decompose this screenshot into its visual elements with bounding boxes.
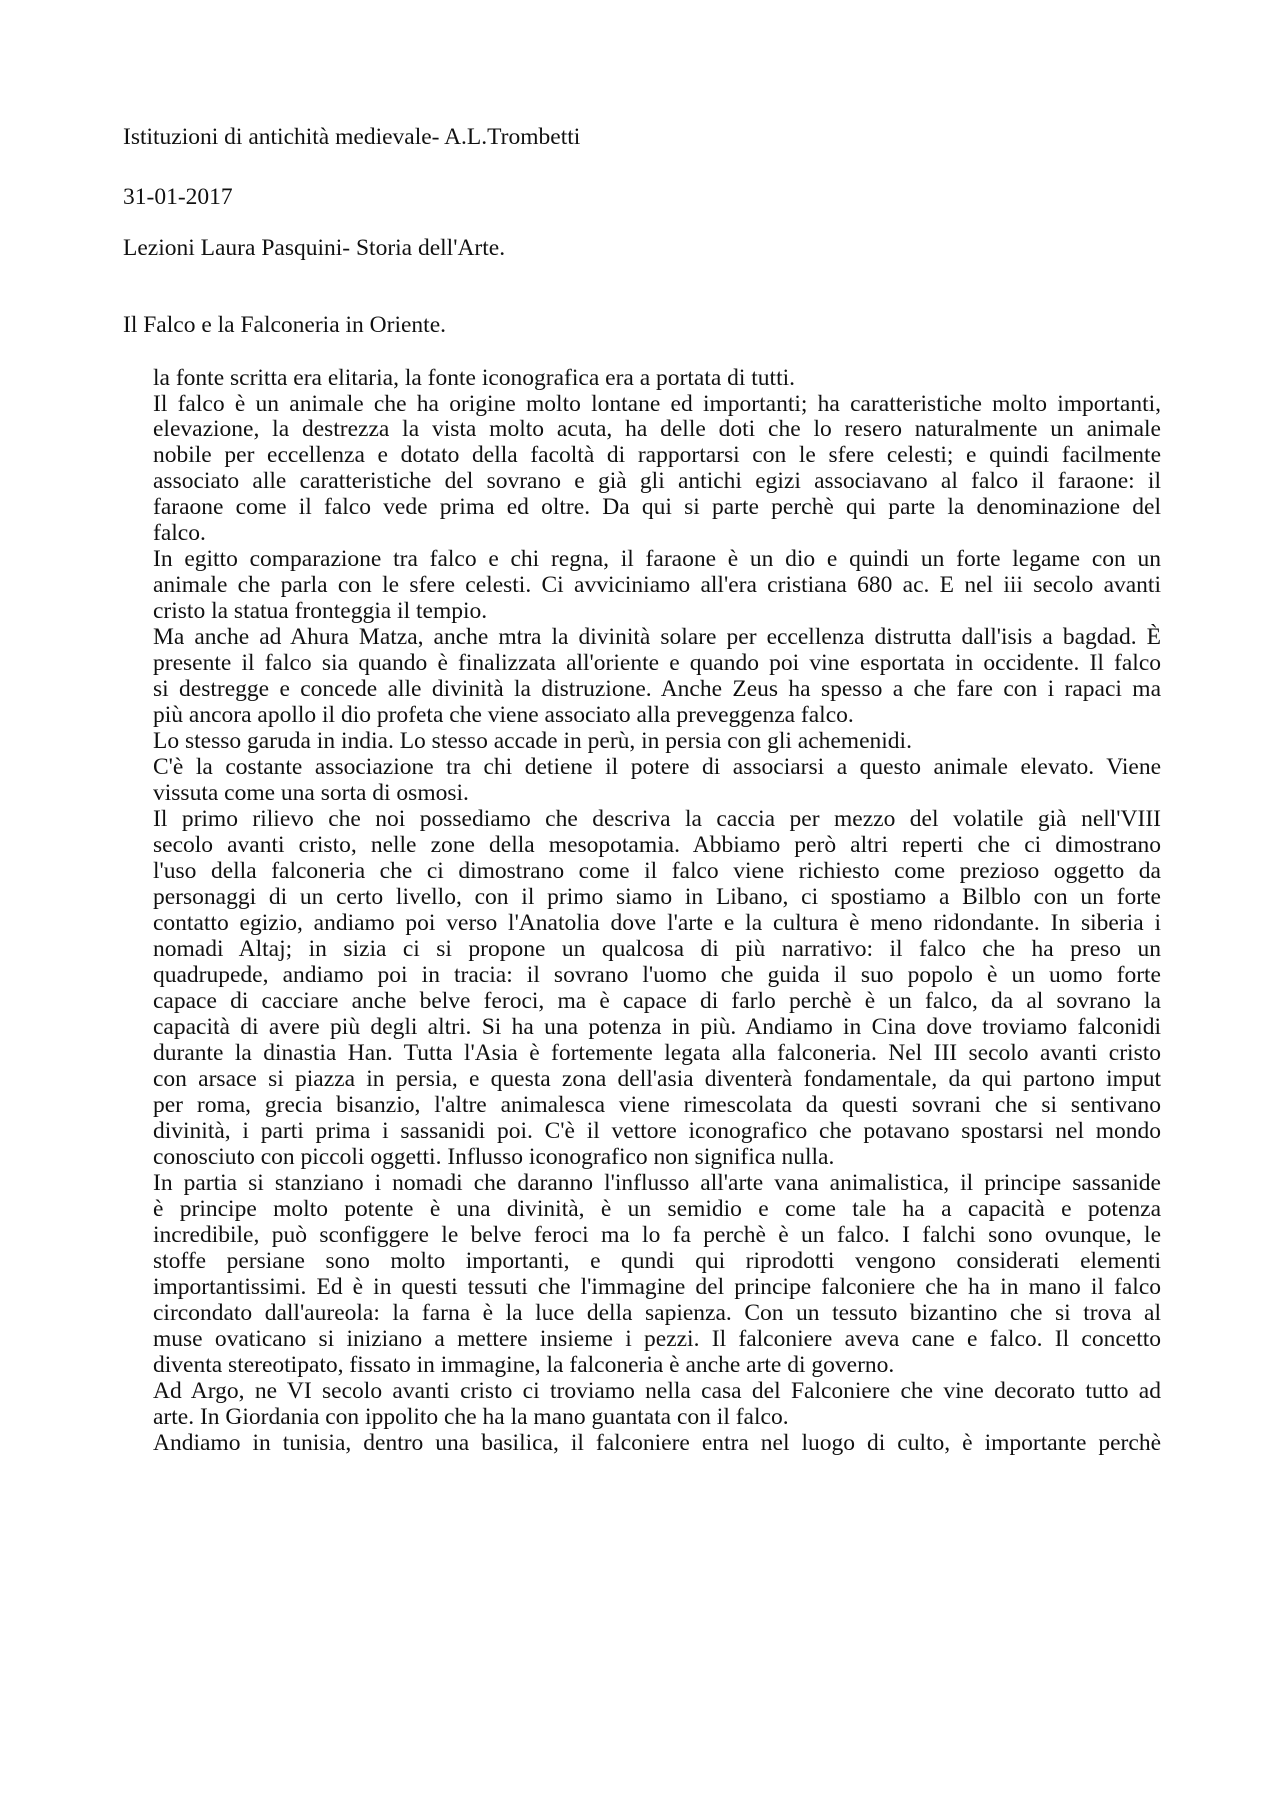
body-line: diventa stereotipato, fissato in immagine, la falconeria è anche arte di governo.: [153, 1352, 895, 1378]
body-line: per roma, grecia bisanzio, l'altre animalesca viene rimescolata da questi sovrani che si sentivano: [153, 1092, 1161, 1118]
body-line: l'uso della falconeria che ci dimostrano come il falco viene richiesto come prezioso oggetto da: [153, 858, 1161, 884]
body-line: si destregge e concede alle divinità la distruzione. Anche Zeus ha spesso a che fare con i rapaci ma: [153, 676, 1161, 702]
body-line: personaggi di un certo livello, con il primo siamo in Libano, ci spostiamo a Bilblo con un forte: [153, 884, 1161, 910]
body-line: nobile per eccellenza e dotato della facoltà di rapportarsi con le sfere celesti; e quindi facilmente: [153, 442, 1161, 468]
body-line: importantissimi. Ed è in questi tessuti che l'immagine del principe falconiere che ha in mano il falco: [153, 1274, 1161, 1300]
body-line: divinità, i parti prima i sassanidi poi. C'è il vettore iconografico che potavano spostarsi nel mondo: [153, 1118, 1161, 1144]
body-line: con arsace si piazza in persia, e questa zona dell'asia diventerà fondamentale, da qui partono imput: [153, 1066, 1161, 1092]
body-line: C'è la costante associazione tra chi detiene il potere di associarsi a questo animale elevato. Viene: [153, 754, 1161, 780]
body-line: arte. In Giordania con ippolito che ha la mano guantata con il falco.: [153, 1404, 789, 1430]
body-line: stoffe persiane sono molto importanti, e qundi qui riprodotti vengono considerati elementi: [153, 1248, 1161, 1274]
body-line: Il primo rilievo che noi possediamo che descriva la caccia per mezzo del volatile già nell'VIII: [153, 806, 1161, 832]
body-line: circondato dall'aureola: la farna è la luce della sapienza. Con un tessuto bizantino che si trova al: [153, 1300, 1161, 1326]
body-line: In partia si stanziano i nomadi che daranno l'influsso all'arte vana animalistica, il principe sassanide: [153, 1170, 1161, 1196]
body-line: cristo la statua fronteggia il tempio.: [153, 598, 488, 624]
body-line: animale che parla con le sfere celesti. Ci avviciniamo all'era cristiana 680 ac. E nel iii secolo avanti: [153, 572, 1161, 598]
body-line: faraone come il falco vede prima ed oltre. Da qui si parte perchè qui parte la denominazione del: [153, 494, 1161, 520]
lecture-date: 31-01-2017: [123, 184, 233, 210]
body-line: quadrupede, andiamo poi in tracia: il sovrano l'uomo che guida il suo popolo è un uomo forte: [153, 962, 1161, 988]
body-line: durante la dinastia Han. Tutta l'Asia è fortemente legata alla falconeria. Nel III secolo avanti cristo: [153, 1040, 1161, 1066]
course-title: Istituzioni di antichità medievale- A.L.Trombetti: [123, 124, 581, 150]
body-line: elevazione, la destrezza la vista molto acuta, ha delle doti che lo resero naturalmente un animale: [153, 416, 1161, 442]
lecture-heading: Lezioni Laura Pasquini- Storia dell'Arte.: [123, 235, 506, 261]
body-line: vissuta come una sorta di osmosi.: [153, 780, 469, 806]
body-line: è principe molto potente è una divinità, è un semidio e come tale ha a capacità e potenza: [153, 1196, 1161, 1222]
body-line: secolo avanti cristo, nelle zone della mesopotamia. Abbiamo però altri reperti che ci dimostrano: [153, 832, 1161, 858]
body-line: capace di cacciare anche belve feroci, ma è capace di farlo perchè è un falco, da al sovrano la: [153, 988, 1161, 1014]
body-line: nomadi Altaj; in sizia ci si propone un qualcosa di più narrativo: il falco che ha preso un: [153, 936, 1161, 962]
body-line: contatto egizio, andiamo poi verso l'Anatolia dove l'arte e la cultura è meno ridondante. In siberia i: [153, 910, 1161, 936]
body-line: Ma anche ad Ahura Matza, anche mtra la divinità solare per eccellenza distrutta dall'isis a bagdad. È: [153, 624, 1161, 650]
body-line: conosciuto con piccoli oggetti. Influsso iconografico non significa nulla.: [153, 1144, 835, 1170]
body-line: falco.: [153, 520, 206, 546]
body-line: la fonte scritta era elitaria, la fonte iconografica era a portata di tutti.: [153, 365, 796, 391]
body-line: Lo stesso garuda in india. Lo stesso accade in perù, in persia con gli achemenidi.: [153, 728, 912, 754]
body-line: presente il falco sia quando è finalizzata all'oriente e quando poi vine esportata in occidente. Il falco: [153, 650, 1161, 676]
body-line: Andiamo in tunisia, dentro una basilica, il falconiere entra nel luogo di culto, è importante perchè: [153, 1430, 1161, 1456]
body-line: incredibile, può sconfiggere le belve feroci ma lo fa perchè è un falco. I falchi sono ovunque, le: [153, 1222, 1161, 1248]
body-line: capacità di avere più degli altri. Si ha una potenza in più. Andiamo in Cina dove troviamo falconidi: [153, 1014, 1161, 1040]
body-line: Ad Argo, ne VI secolo avanti cristo ci troviamo nella casa del Falconiere che vine decorato tutto ad: [153, 1378, 1161, 1404]
body-line: più ancora apollo il dio profeta che viene associato alla preveggenza falco.: [153, 702, 854, 728]
section-title: Il Falco e la Falconeria in Oriente.: [123, 312, 446, 338]
body-line: In egitto comparazione tra falco e chi regna, il faraone è un dio e quindi un forte legame con un: [153, 546, 1161, 572]
body-line: Il falco è un animale che ha origine molto lontane ed importanti; ha caratteristiche molto importanti,: [153, 391, 1161, 417]
body-line: muse ovaticano si iniziano a mettere insieme i pezzi. Il falconiere aveva cane e falco. Il concetto: [153, 1326, 1161, 1352]
body-line: associato alle caratteristiche del sovrano e già gli antichi egizi associavano al falco il faraone: il: [153, 468, 1161, 494]
